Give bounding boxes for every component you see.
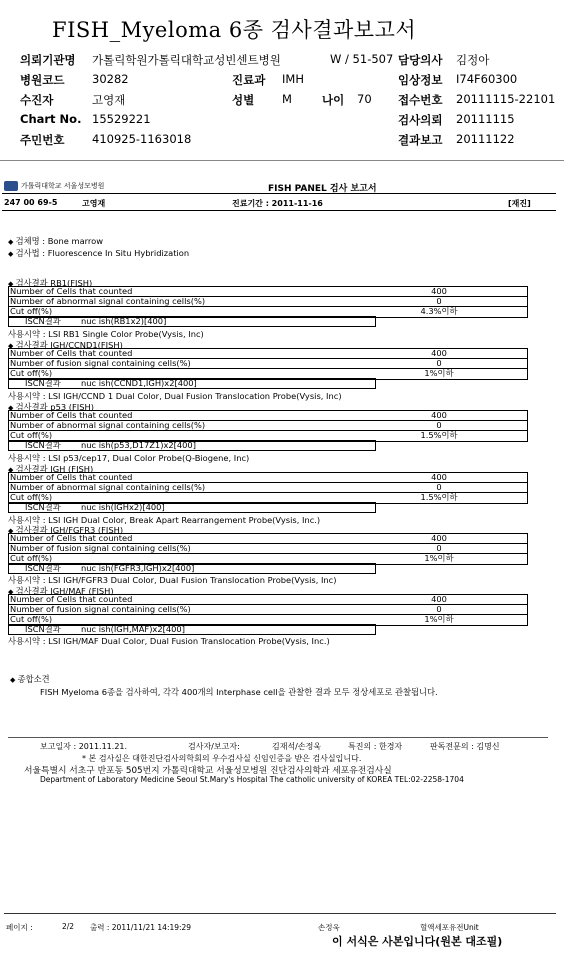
table-row: Number of abnormal signal containing cells(%) 0 (9, 297, 527, 307)
scanned-report (0, 160, 564, 956)
iscn-result: ISCN결과 nuc ish(IGHx2)[400] (8, 502, 376, 513)
table-row: Number of Cells that counted 400 (9, 349, 527, 359)
result-table (8, 472, 528, 504)
technician: 특진의 : 한경자 (348, 742, 403, 751)
copy-stamp: 이 서식은 사본입니다(원본 대조필) (332, 935, 503, 948)
table-row: Number of Cells that counted 400 (9, 595, 527, 605)
report-date: 20111122 (456, 132, 515, 146)
request-org-label: 의뢰기관명 (20, 53, 76, 67)
chart-no: 15529221 (92, 112, 151, 126)
ward: W / 51-507 (330, 52, 394, 66)
iscn-result: ISCN결과 nuc ish(FGFR3,IGH)x2[400] (8, 563, 376, 574)
request-date: 20111115 (456, 112, 515, 126)
divider (4, 913, 556, 914)
method: ◆ 검사법 : Fluorescence In Situ Hybridization (8, 248, 190, 258)
footer-name: 손정욱 (318, 923, 340, 932)
age: 70 (357, 92, 372, 106)
table-row: Cut off(%) 1.5%이하 (10, 430, 458, 440)
rrn: 410925-1163018 (92, 132, 192, 146)
table-row: Number of Cells that counted 400 (9, 473, 527, 483)
section-heading: ◆ 검사결과 IGH/MAF (FISH) (8, 586, 114, 596)
report-issue-date: 보고일자 : 2011.11.21. (40, 742, 128, 751)
iscn-result: ISCN결과 nuc ish(CCND1,IGH)x2[400] (8, 378, 376, 389)
divider (2, 210, 556, 211)
examiner-names: 김재석/손정욱 (272, 742, 322, 751)
request-date-label: 검사의뢰 (398, 113, 443, 127)
report-title: FISH PANEL 검사 보고서 (268, 184, 377, 194)
hospital-code-label: 병원코드 (20, 73, 65, 87)
dept: IMH (282, 72, 304, 86)
conclusion-text: FISH Myeloma 6종을 검사하여, 각각 400개의 Interphase cell을 관찰한 결과 모두 정상세포로 관찰됩니다. (40, 687, 438, 697)
dept-label: 진료과 (232, 73, 266, 87)
result-table (8, 594, 528, 626)
table-row: Cut off(%) 1%이하 (10, 553, 454, 563)
table-row: Cut off(%) 1%이하 (10, 614, 454, 624)
table-row: Number of abnormal signal containing cells(%) 0 (9, 483, 527, 493)
print-time: 출력 : 2011/11/21 14:19:29 (90, 923, 192, 932)
result-table (8, 348, 528, 380)
section-heading: ◆ 검사결과 IGH (FISH) (8, 464, 94, 474)
table-row: Cut off(%) 4.3%이하 (10, 306, 458, 316)
section-heading: ◆ 검사결과 RB1(FISH) (8, 278, 93, 288)
visit-tag: [재진] (508, 199, 531, 208)
table-row: Number of Cells that counted 400 (9, 534, 527, 544)
rrn-label: 주민번호 (20, 133, 65, 147)
table-row: Number of fusion signal containing cells(%) 0 (9, 359, 527, 369)
result-table (8, 533, 528, 565)
age-label: 나이 (322, 93, 345, 107)
result-table (8, 410, 528, 442)
probe-reagent: 사용시약 : LSI RB1 Single Color Probe(Vysis, Inc) (8, 329, 204, 339)
table-row: Cut off(%) 1%이하 (10, 368, 454, 378)
divider (8, 737, 548, 738)
table-row: Cut off(%) 1.5%이하 (10, 492, 458, 502)
patient-name: 고영재 (92, 93, 126, 107)
reviewer: 판독전문의 : 김명신 (430, 742, 500, 751)
conclusion-heading: ◆ 종합소견 (10, 674, 50, 684)
table-row: Number of fusion signal containing cells(%) 0 (9, 544, 527, 554)
table-row: Number of abnormal signal containing cells(%) 0 (9, 421, 527, 431)
probe-reagent: 사용시약 : LSI IGH Dual Color, Break Apart Rearrangement Probe(Vysis, Inc.) (8, 515, 321, 525)
page-number: 2/2 (62, 922, 75, 931)
section-heading: ◆ 검사결과 IGH/CCND1(FISH) (8, 340, 123, 350)
iscn-result: ISCN결과 nuc ish(IGH,MAF)x2[400] (8, 624, 376, 635)
reception-no: 20111115-22101 (456, 92, 556, 106)
footer-unit: 혈액세포유전Unit (420, 923, 479, 932)
section-heading: ◆ 검사결과 p53 (FISH) (8, 402, 94, 412)
probe-reagent: 사용시약 : LSI IGH/FGFR3 Dual Color, Dual Fusion Translocation Probe(Vysis, Inc) (8, 575, 337, 585)
sex: M (282, 92, 292, 106)
header-info (20, 52, 556, 152)
hospital-logo (4, 181, 104, 191)
department-line: Department of Laboratory Medicine Seoul St.Mary's Hospital The catholic university of KOREA TEL:02-2258-1704 (40, 775, 464, 784)
divider (2, 193, 556, 194)
page-label: 페이지 : (6, 923, 33, 932)
probe-reagent: 사용시약 : LSI IGH/MAF Dual Color, Dual Fusion Translocation Probe(Vysis, Inc.) (8, 636, 330, 646)
iscn-result: ISCN결과 nuc ish(RB1x2)[400] (8, 316, 376, 327)
patient-number: 247 00 69-5 (4, 198, 58, 207)
examiner-label: 검사자/보고자: (188, 742, 240, 751)
chart-label: Chart No. (20, 112, 82, 126)
reception-label: 접수번호 (398, 93, 443, 107)
doctor: 김정아 (456, 53, 490, 67)
patient-label: 수진자 (20, 93, 54, 107)
iscn-result: ISCN결과 nuc ish(p53,D17Z1)x2[400] (8, 440, 376, 451)
doctor-label: 담당의사 (398, 53, 443, 67)
result-table (8, 286, 528, 318)
probe-reagent: 사용시약 : LSI p53/cep17, Dual Color Probe(Q-Biogene, Inc) (8, 453, 250, 463)
section-heading: ◆ 검사결과 IGH/FGFR3 (FISH) (8, 525, 124, 535)
report-date-label: 결과보고 (398, 133, 443, 147)
lab-address: 서울특별시 서초구 반포동 505번지 가톨릭대학교 서울성모병원 진단검사의학과 세포유전검사실 (24, 766, 392, 776)
clinical-label: 임상정보 (398, 73, 443, 87)
specimen: ◆ 검체명 : Bone marrow (8, 236, 104, 246)
table-row: Number of Cells that counted 400 (9, 287, 527, 297)
request-org: 가톨릭학원가톨릭대학교성빈센트병원 (92, 53, 281, 67)
certification-note: * 본 검사실은 대한진단검사의학회의 우수검사실 신임인증을 받은 검사실입니다. (82, 754, 362, 763)
visit-period: 진료기간 : 2011-11-16 (232, 199, 323, 208)
page-title: FISH_Myeloma 6종 검사결과보고서 (52, 18, 417, 42)
probe-reagent: 사용시약 : LSI IGH/CCND 1 Dual Color, Dual Fusion Translocation Probe(Vysis, Inc) (8, 391, 342, 401)
table-row: Number of Cells that counted 400 (9, 411, 527, 421)
logo-text: 가톨릭대학교 서울성모병원 (21, 182, 105, 190)
hospital-logo-icon (4, 181, 18, 191)
sex-label: 성별 (232, 93, 255, 107)
table-row: Number of fusion signal containing cells(%) 0 (9, 605, 527, 615)
clinical-info: I74F60300 (456, 72, 518, 86)
hospital-code: 30282 (92, 72, 129, 86)
report-patient-name: 고영재 (82, 199, 106, 208)
